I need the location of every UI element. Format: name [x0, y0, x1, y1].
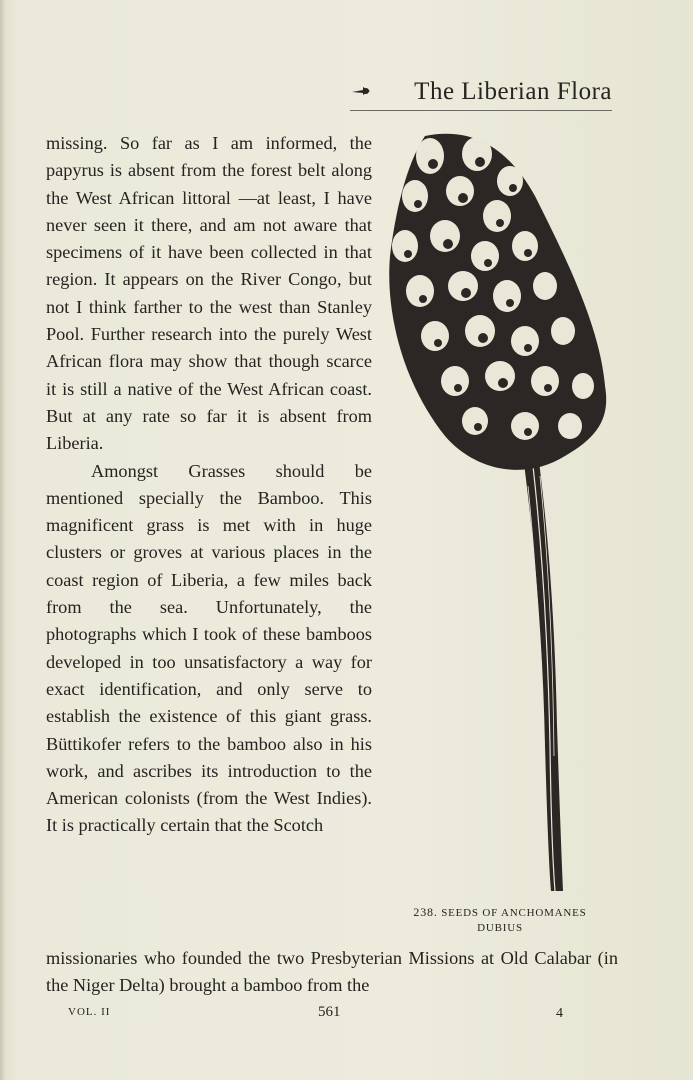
paragraph-bamboo: Amongst Grasses should be mentioned specially the Bamboo. This magnificent grass is met with in huge clusters or groves at various places in the coast region of Liberia, a few miles back from the sea. Unfortunately, the photographs which I took of these bamboos developed in too unsatisfactory a way for exact identification, and only serve to establish the existence of this giant grass. Büttikofer refers to the bamboo also in his work, and ascribes its introduction to the American colonists (from the West Indies). It is practically certain that the Scotch	[46, 460, 372, 836]
full-width-text	[46, 945, 618, 1000]
figure-anchomanes-seeds	[385, 126, 615, 896]
pointing-hand-icon	[350, 82, 372, 100]
signature-mark: 4	[556, 1006, 563, 1021]
caption-line-2: DUBIUS	[477, 922, 523, 934]
paragraph-bamboo-continued: missionaries who founded the two Presbyterian Missions at Old Calabar (in the Niger Delta) brought a bamboo from the	[46, 948, 618, 996]
figure-caption	[400, 905, 600, 936]
caption-line-1: SEEDS OF ANCHOMANES	[441, 907, 587, 919]
page-footer	[0, 1004, 693, 1024]
seed-cluster-illustration-icon	[385, 126, 615, 896]
running-head	[350, 76, 612, 111]
spine-shadow	[0, 0, 6, 1080]
volume-label: VOL. II	[68, 1006, 111, 1018]
page-number: 561	[318, 1004, 341, 1020]
paragraph-papyrus: missing. So far as I am informed, the papyrus is absent from the forest belt along the West African littoral —at least, I have never seen it there, and am not aware that specimens of it have been collected in that region. It appears on the River Congo, but not I think farther to the west than Stanley Pool. Further research into the purely West African flora may show that though scarce it is still a native of the West African coast. But at any rate so far it is absent from Liberia.	[46, 133, 372, 454]
figure-number: 238.	[413, 905, 438, 919]
body-text-column	[46, 130, 372, 840]
running-head-title: The Liberian Flora	[414, 78, 612, 105]
